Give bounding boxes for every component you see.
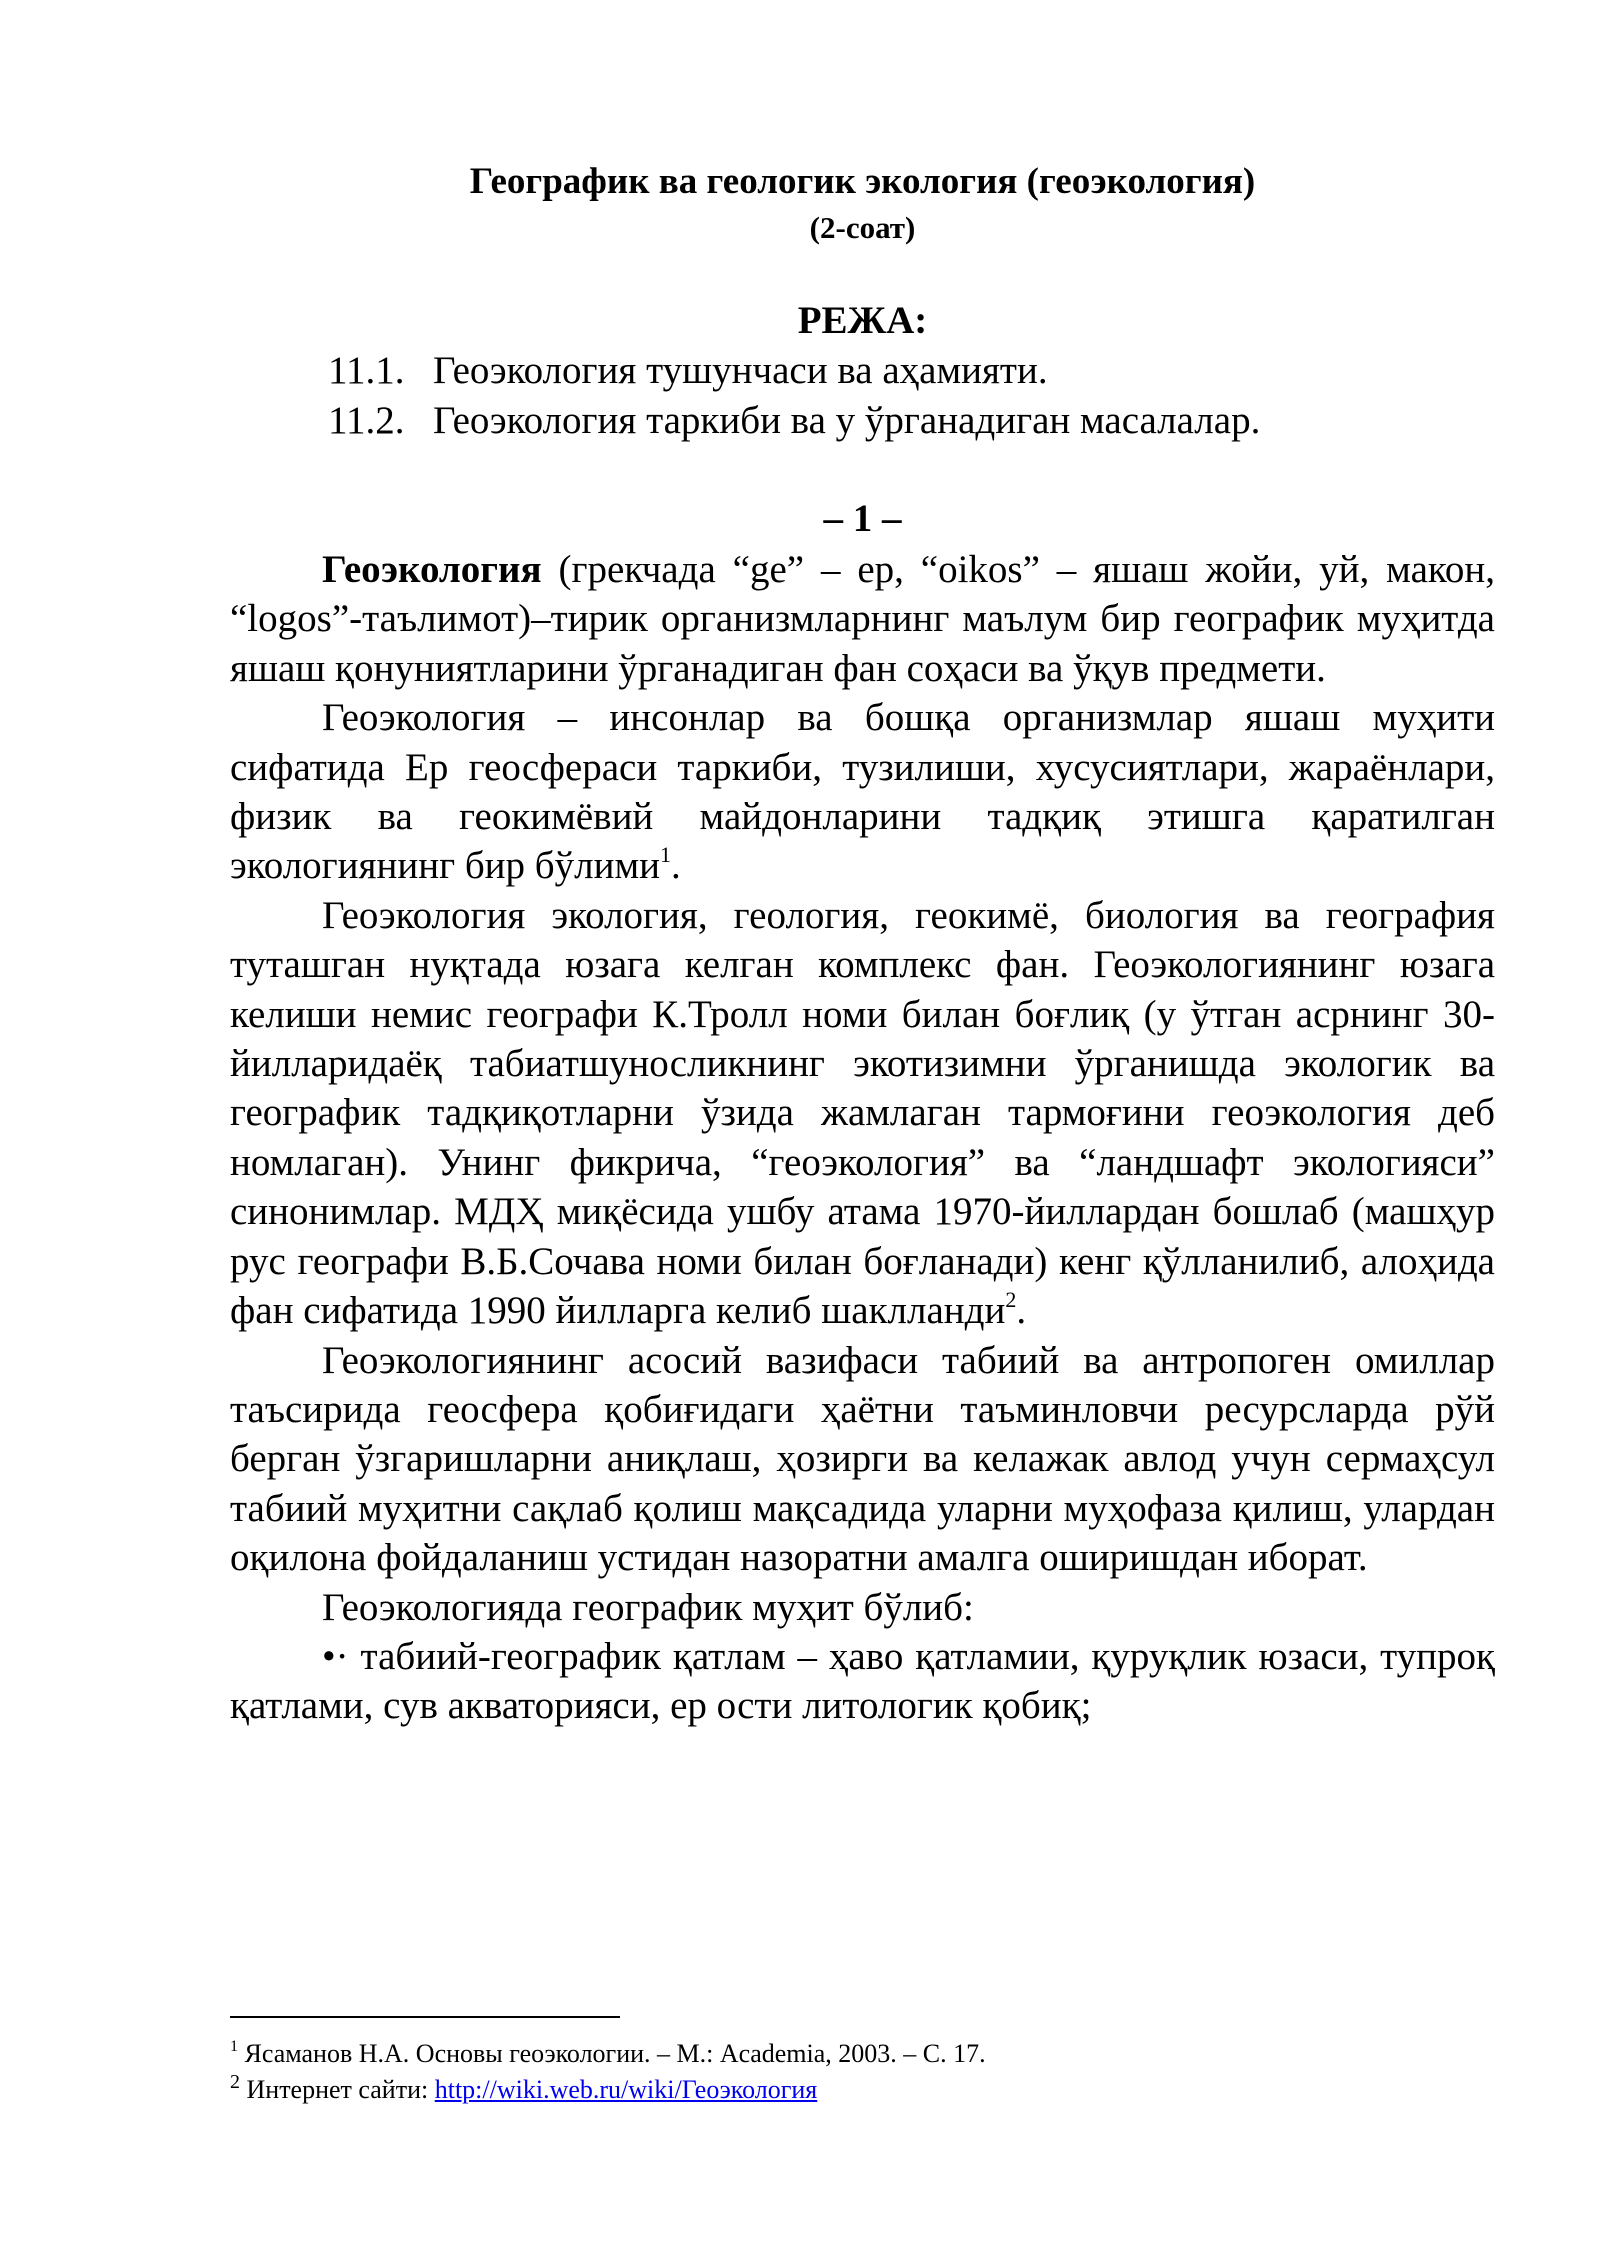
plan-item-number: 11.2.	[328, 399, 405, 442]
footnote-mark: 1	[230, 2038, 238, 2055]
paragraph-text: Геоэкологиянинг асосий вазифаси табиий ва антропоген омиллар таъсирида геосфера қобиғидаги ҳаётни таъминловчи ресурсларда рўй берган ўзгаришларни аниқлаш, ҳозирги ва келажак авлод учун сермаҳсул табиий муҳитни сақлаб қолиш мақсадида уларни муҳофаза қилиш, улардан оқилона фойдаланиш устидан назоратни амалга оширишдан иборат.	[230, 1338, 1495, 1580]
plan-list	[328, 346, 1260, 446]
footnote-text: Интернет сайти:	[240, 2075, 435, 2104]
footnote-text: Ясаманов Н.А. Основы геоэкологии. – М.: Academia, 2003. – С. 17.	[238, 2039, 986, 2068]
footnote-mark: 2	[230, 2071, 240, 2093]
plan-item	[328, 346, 1260, 396]
hours-subtitle: (2-соат)	[809, 210, 916, 245]
paragraph-end: .	[671, 844, 681, 888]
body-text	[230, 545, 1495, 1731]
term-geoecology: Геоэкология	[322, 548, 542, 591]
plan-item-text: Геоэкология таркиби ва у ўрганадиган масалалар.	[433, 399, 1261, 442]
plan-item-text: Геоэкология тушунчаси ва аҳамияти.	[433, 349, 1048, 392]
paragraph-text: Геоэкологияда географик муҳит бўлиб:	[322, 1585, 974, 1629]
footnote-link[interactable]: http://wiki.web.ru/wiki/Геоэкология	[434, 2075, 818, 2104]
paragraph-task	[230, 1336, 1495, 1583]
paragraph-text: Геоэкология – инсонлар ва бошқа организмлар яшаш муҳити сифатида Ер геосфераси таркиби, тузилиши, хусусиятлари, жараёнлари, физик ва геокимёвий майдонларини тадқиқ этишга қаратилган экологиянинг бир бўлими	[230, 696, 1495, 888]
paragraph-text: Геоэкология экология, геология, геокимё, биология ва география туташган нуқтада юзага келган комплекс фан. Геоэкологиянинг юзага келиши немис географи К.Тролл номи билан боғлиқ (у ўтган асрнинг 30-йилларидаёқ табиатшуносликнинг экотизимни ўрганишда экологик ва географик тадқиқотларни ўзида жамлаган тармоғини геоэкология деб номлаган). Унинг фикрича, “геоэкология” ва “ландшафт экологияси” синонимлар. МДҲ миқёсида ушбу атама 1970-йиллардан бошлаб (машҳур рус географи В.Б.Сочава номи билан боғланади) кенг қўлланилиб, алоҳида фан сифатида 1990 йилларга келиб шаклланди	[230, 893, 1495, 1333]
footnote-1	[230, 2036, 1495, 2072]
section-number: – 1 –	[823, 497, 902, 540]
page-title: Географик ва геологик экология (геоэкология)	[469, 161, 1256, 202]
paragraph-definition	[230, 545, 1495, 693]
paragraph-end: .	[1016, 1289, 1027, 1333]
footnote-2	[230, 2072, 1495, 2108]
paragraph-history	[230, 891, 1495, 1336]
footnote-ref[interactable]: 1	[660, 842, 672, 868]
plan-item-number: 11.1.	[328, 349, 405, 392]
plan-heading: РЕЖА:	[797, 299, 928, 342]
footnote-ref[interactable]: 2	[1005, 1287, 1017, 1313]
paragraph-text: (грекчада “ge” – ер, “oikos” – яшаш жойи, уй, макон, “logos”-таълимот)–тирик организмларнинг маълум бир географик муҳитда яшаш қонуниятларини ўрганадиган фан соҳаси ва ўқув предмети.	[230, 548, 1495, 690]
paragraph-text: табиий-географик қатлам – ҳаво қатламии, қуруқлик юзаси, тупроқ қатлами, сув акваторияси, ер ости литологик қобиқ;	[230, 1634, 1495, 1728]
footnote-separator	[230, 2016, 620, 2018]
plan-item	[328, 396, 1260, 446]
bullet-marker: •·	[322, 1634, 349, 1678]
paragraph-environment	[230, 1583, 1495, 1632]
paragraph-bullet	[230, 1632, 1495, 1731]
footnotes	[230, 2036, 1495, 2108]
paragraph-scope	[230, 693, 1495, 891]
